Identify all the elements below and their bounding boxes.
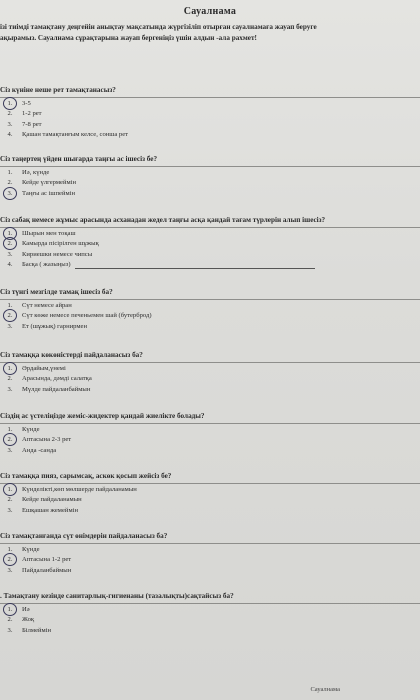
option-label: Камырда пісірілген шұжық bbox=[22, 240, 99, 248]
question-text: . Тамақтану кезінде санитарлық-гигиенаны (тазалықты)сақтайсыз ба? bbox=[0, 592, 234, 600]
option-label: Кейде үлгермеймін bbox=[22, 179, 77, 187]
answer-option[interactable] bbox=[4, 484, 420, 495]
answer-option[interactable] bbox=[4, 188, 420, 199]
question-6 bbox=[0, 410, 420, 456]
option-label: Жоқ bbox=[22, 616, 35, 624]
option-label: Аптасына 2-3 рет bbox=[22, 436, 72, 444]
option-label: Ешқашан жемеймін bbox=[22, 506, 78, 514]
selected-option-marker: 2. bbox=[4, 556, 16, 563]
option-label: Иә bbox=[22, 605, 30, 613]
answer-option[interactable] bbox=[4, 445, 420, 456]
option-label: Күнделікті,көп мөлшерде пайдаланамын bbox=[22, 485, 137, 493]
question-text: Сіз тамаққа пияз, сарымсақ, аскөк қосып жейсіз бе? bbox=[0, 472, 172, 480]
option-label: Пайдаланбаймын bbox=[22, 566, 72, 574]
option-number: 2. bbox=[7, 375, 13, 383]
option-label: Кириешки немесе чипсы bbox=[22, 250, 93, 258]
option-label: Арасында, дәмді салатқа bbox=[22, 375, 92, 383]
option-label: Ет (шұжық) гарнирмен bbox=[22, 322, 87, 330]
option-label: Басқа ( жазыңыз) bbox=[22, 261, 71, 269]
option-number: 4. bbox=[7, 131, 13, 139]
intro-line: ақырамыз. Сауалнама сұрақтарына жауап бергеніңіз үшін алдын -ала рахмет! bbox=[0, 34, 257, 42]
option-number: 3. bbox=[7, 120, 13, 128]
answer-option[interactable] bbox=[4, 260, 420, 271]
question-text: Сіз сабақ немесе жұмыс арасында асханадан жедел таңғы асқа қандай тағам түрлерін алып ішесіз? bbox=[0, 216, 326, 224]
option-label: Әрдайым,үнемі bbox=[22, 364, 66, 372]
option-label: Таңғы ас ішпеймін bbox=[22, 189, 76, 197]
option-label: Анда -санда bbox=[22, 446, 57, 454]
footer-mark: Сауалнама bbox=[310, 686, 340, 693]
option-label: Қашан тамақтанғым келсе, сонша рет bbox=[22, 131, 129, 139]
option-label: Күнде bbox=[22, 545, 40, 553]
question-text: Сіздің ас үстеліңізде жеміс-жидектер қандай жиелікте болады? bbox=[0, 412, 205, 420]
answer-option[interactable] bbox=[4, 544, 420, 555]
answer-option[interactable] bbox=[4, 424, 420, 435]
answer-option[interactable] bbox=[4, 555, 420, 566]
option-label: Аптасына 1-2 рет bbox=[22, 556, 72, 564]
option-label: 7-8 рет bbox=[22, 120, 42, 128]
option-label: Мүлде пайдаланбаймын bbox=[22, 385, 91, 393]
option-number: 2. bbox=[7, 616, 13, 624]
option-number: 3. bbox=[7, 506, 13, 514]
intro-line: ізі тиімді тамақтану деңгейін анықтау мақсатында жүргізіліп отырған сауалнамаға жауап беруге bbox=[0, 23, 317, 31]
question-text: Сіз күніне неше рет тамақтанасыз? bbox=[0, 86, 116, 94]
option-label: Білмеймін bbox=[22, 626, 52, 634]
answer-option[interactable] bbox=[4, 239, 420, 250]
selected-option-marker: 3. bbox=[4, 190, 16, 197]
option-number: 1. bbox=[7, 301, 13, 309]
option-label: Күнде bbox=[22, 425, 40, 433]
option-number: 1. bbox=[7, 168, 13, 176]
answer-option[interactable] bbox=[4, 625, 420, 636]
option-label: Сүт немесе айран bbox=[22, 301, 72, 309]
option-label: 1-2 рет bbox=[22, 110, 42, 118]
selected-option-marker: 1. bbox=[4, 486, 16, 493]
answer-option[interactable] bbox=[4, 178, 420, 189]
question-9 bbox=[0, 590, 420, 636]
write-in-line[interactable] bbox=[75, 261, 315, 269]
option-label: Кейде пайдаланамын bbox=[22, 496, 82, 504]
option-number: 2. bbox=[7, 179, 13, 187]
answer-option[interactable] bbox=[4, 167, 420, 178]
option-number: 3. bbox=[7, 322, 13, 330]
intro-text bbox=[0, 22, 420, 44]
question-7 bbox=[0, 470, 420, 516]
answer-option[interactable] bbox=[4, 435, 420, 446]
selected-option-marker: 1. bbox=[4, 230, 16, 237]
page-title: Сауалнама bbox=[183, 6, 237, 17]
option-number: 1. bbox=[7, 425, 13, 433]
option-number: 3. bbox=[7, 626, 13, 634]
question-4 bbox=[0, 286, 420, 332]
answer-option[interactable] bbox=[4, 495, 420, 506]
option-number: 3. bbox=[7, 446, 13, 454]
question-8 bbox=[0, 530, 420, 576]
question-3 bbox=[0, 214, 420, 270]
answer-option[interactable] bbox=[4, 604, 420, 615]
option-label: Иә, күнде bbox=[22, 168, 50, 176]
answer-option[interactable] bbox=[4, 119, 420, 130]
option-label: Сүт көже немесе печеньемен шай (бутерброд) bbox=[22, 312, 152, 320]
selected-option-marker: 2. bbox=[4, 312, 16, 319]
answer-option[interactable] bbox=[4, 228, 420, 239]
option-label: Шырын мен тоқаш bbox=[22, 229, 76, 237]
option-number: 2. bbox=[7, 496, 13, 504]
answer-option[interactable] bbox=[4, 321, 420, 332]
selected-option-marker: 2. bbox=[4, 240, 16, 247]
answer-option[interactable] bbox=[4, 565, 420, 576]
answer-option[interactable] bbox=[4, 109, 420, 120]
answer-option[interactable] bbox=[4, 98, 420, 109]
option-number: 1. bbox=[7, 545, 13, 553]
answer-option[interactable] bbox=[4, 615, 420, 626]
selected-option-marker: 2. bbox=[4, 436, 16, 443]
option-number: 2. bbox=[7, 110, 13, 118]
selected-option-marker: 1. bbox=[4, 606, 16, 613]
answer-option[interactable] bbox=[4, 300, 420, 311]
answer-option[interactable] bbox=[4, 374, 420, 385]
option-number: 4. bbox=[7, 261, 13, 269]
question-1 bbox=[0, 84, 420, 140]
option-number: 3. bbox=[7, 250, 13, 258]
answer-option[interactable] bbox=[4, 130, 420, 141]
answer-option[interactable] bbox=[4, 505, 420, 516]
question-5 bbox=[0, 349, 420, 395]
answer-option[interactable] bbox=[4, 384, 420, 395]
answer-option[interactable] bbox=[4, 363, 420, 374]
question-text: Сіз түнгі мезгілде тамақ ішесіз ба? bbox=[0, 288, 113, 296]
option-number: 3. bbox=[7, 566, 13, 574]
question-text: Сіз таңертең үйден шығарда таңғы ас ішесіз бе? bbox=[0, 155, 158, 163]
selected-option-marker: 1. bbox=[4, 365, 16, 372]
answer-option[interactable] bbox=[4, 249, 420, 260]
option-number: 3. bbox=[7, 385, 13, 393]
question-2 bbox=[0, 153, 420, 199]
answer-option[interactable] bbox=[4, 311, 420, 322]
question-text: Сіз тамаққа көкөністерді пайдаланасыз ба? bbox=[0, 351, 143, 359]
question-text: Сіз тамақтанғанда сүт өнімдерін пайдаланасыз ба? bbox=[0, 532, 168, 540]
selected-option-marker: 1. bbox=[4, 100, 16, 107]
option-label: 3-5 bbox=[22, 99, 31, 107]
